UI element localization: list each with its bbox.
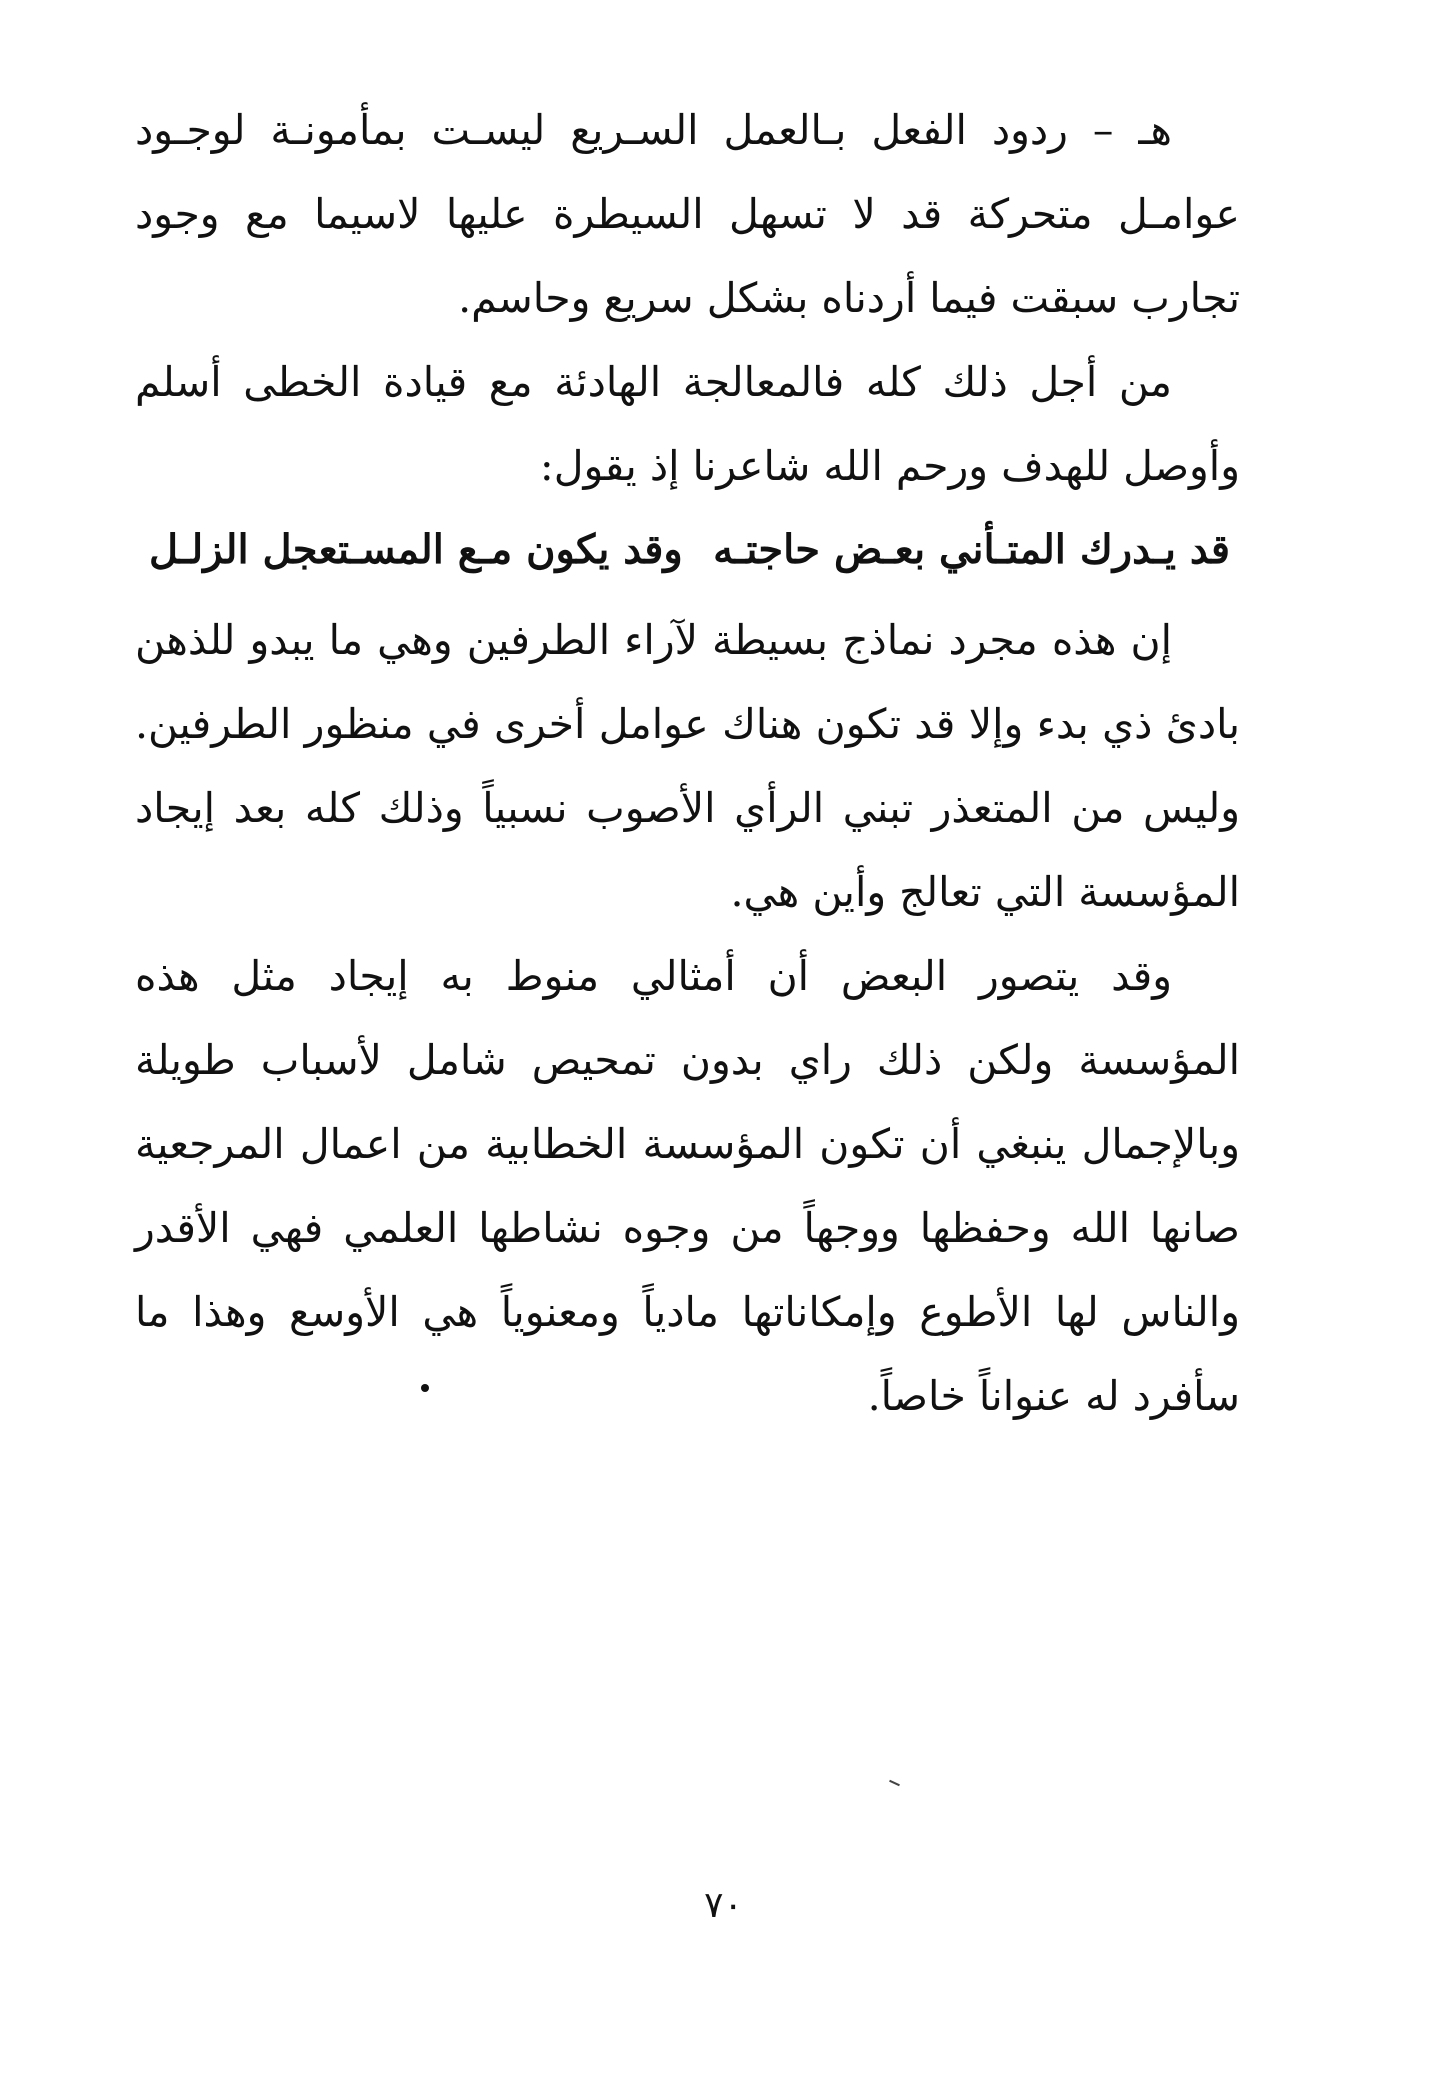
- verse-first-hemistich: قد يـدرك المتـأني بعـض حاجتـه: [713, 526, 1230, 573]
- paragraph-calm-treatment: من أجل ذلك كله فالمعالجة الهادئة مع قيادة الخطى أسلم وأوصل للهدف ورحم الله شاعرنا إذ يقول:: [135, 358, 1240, 490]
- body-text: [135, 88, 1240, 1438]
- verse-second-hemistich: وقد يكون مـع المسـتعجل الزلـل: [149, 526, 683, 573]
- paragraph-institution: وقد يتصور البعض أن أمثالي منوط به إيجاد مثل هذه المؤسسة ولكن ذلك راي بدون تمحيص شامل لأسباب طويلة وبالإجمال ينبغي أن تكون المؤسسة الخطابية من اعمال المرجعية صانها الله وحفظها ووجهاً من وجوه نشاطها العلمي فهي الأقدر والناس لها الأطوع وإمكاناتها مادياً ومعنوياً هي الأوسع وهذا ما سأفرد له عنواناً خاصاً.: [135, 952, 1240, 1420]
- ink-dot-mark: [421, 1384, 429, 1392]
- ink-stroke-mark: [889, 1780, 900, 1786]
- paragraph-examples: إن هذه مجرد نماذج بسيطة لآراء الطرفين وهي ما يبدو للذهن بادئ ذي بدء وإلا قد تكون هناك عوامل أخرى في منظور الطرفين. وليس من المتعذر تبني الرأي الأصوب نسبياً وذلك كله بعد إيجاد المؤسسة التي تعالج وأين هي.: [135, 616, 1240, 916]
- poetry-verse: [135, 508, 1240, 592]
- page-number: ٧٠: [704, 1885, 743, 1926]
- paragraph-retaliation: هـ – ردود الفعل بـالعمل السـريع ليسـت بمأمونـة لوجـود عوامـل متحركة قد لا تسهل السيطرة عليها لاسيما مع وجود تجارب سبقت فيما أردناه بشكل سريع وحاسم.: [135, 106, 1240, 322]
